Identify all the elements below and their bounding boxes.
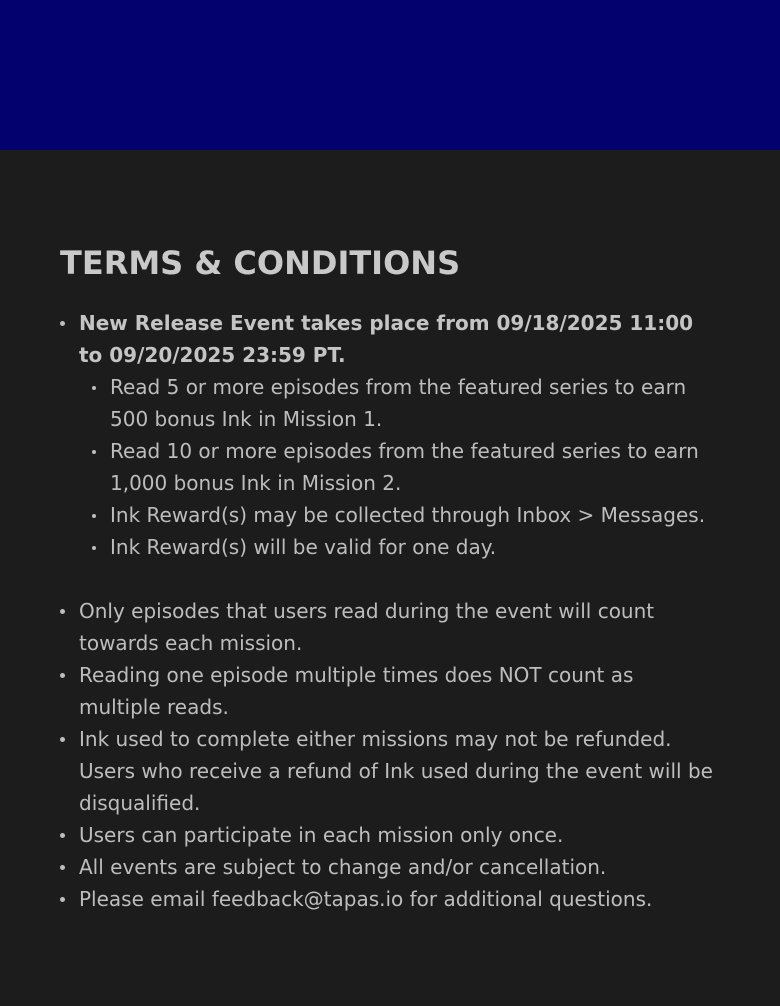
- rule-text: Ink used to complete either missions may not be refunded. Users who receive a refund of Ink used during the event will be disqualified.: [79, 727, 713, 815]
- bullet-icon: [60, 321, 65, 326]
- rule-text: Please email feedback@tapas.io for additional questions.: [79, 887, 653, 911]
- terms-section: [0, 150, 780, 1006]
- event-detail-text: Read 10 or more episodes from the featured series to earn 1,000 bonus Ink in Mission 2.: [110, 439, 699, 495]
- list-item-event-period: [60, 307, 720, 563]
- bullet-icon: [60, 673, 65, 678]
- bullet-icon: [60, 897, 65, 902]
- bullet-icon: [92, 514, 96, 518]
- rule-text: Only episodes that users read during the event will count towards each mission.: [79, 599, 655, 655]
- event-period-text: New Release Event takes place from 09/18/2025 11:00 to 09/20/2025 23:59 PT.: [79, 311, 694, 367]
- rule-text: All events are subject to change and/or cancellation.: [79, 855, 607, 879]
- bullet-icon: [60, 737, 65, 742]
- list-item: [60, 883, 720, 915]
- bullet-icon: [92, 546, 96, 550]
- list-item: [79, 499, 720, 531]
- top-banner: [0, 0, 780, 150]
- list-item: [79, 531, 720, 563]
- list-item: [79, 371, 720, 435]
- event-detail-text: Ink Reward(s) will be valid for one day.: [110, 535, 497, 559]
- list-item: [60, 851, 720, 883]
- bullet-icon: [60, 609, 65, 614]
- event-details-list: [79, 371, 720, 563]
- list-item: [60, 659, 720, 723]
- bullet-icon: [92, 386, 96, 390]
- list-item: [79, 435, 720, 499]
- terms-title: TERMS & CONDITIONS: [60, 244, 461, 282]
- bullet-icon: [60, 865, 65, 870]
- rule-text: Users can participate in each mission only once.: [79, 823, 564, 847]
- bullet-icon: [92, 450, 96, 454]
- rule-text: Reading one episode multiple times does NOT count as multiple reads.: [79, 663, 634, 719]
- event-detail-text: Read 5 or more episodes from the featured series to earn 500 bonus Ink in Mission 1.: [110, 375, 687, 431]
- list-item: [60, 723, 720, 819]
- bullet-icon: [60, 833, 65, 838]
- list-item: [60, 595, 720, 659]
- list-item: [60, 819, 720, 851]
- event-detail-text: Ink Reward(s) may be collected through Inbox > Messages.: [110, 503, 706, 527]
- terms-list: [60, 307, 720, 915]
